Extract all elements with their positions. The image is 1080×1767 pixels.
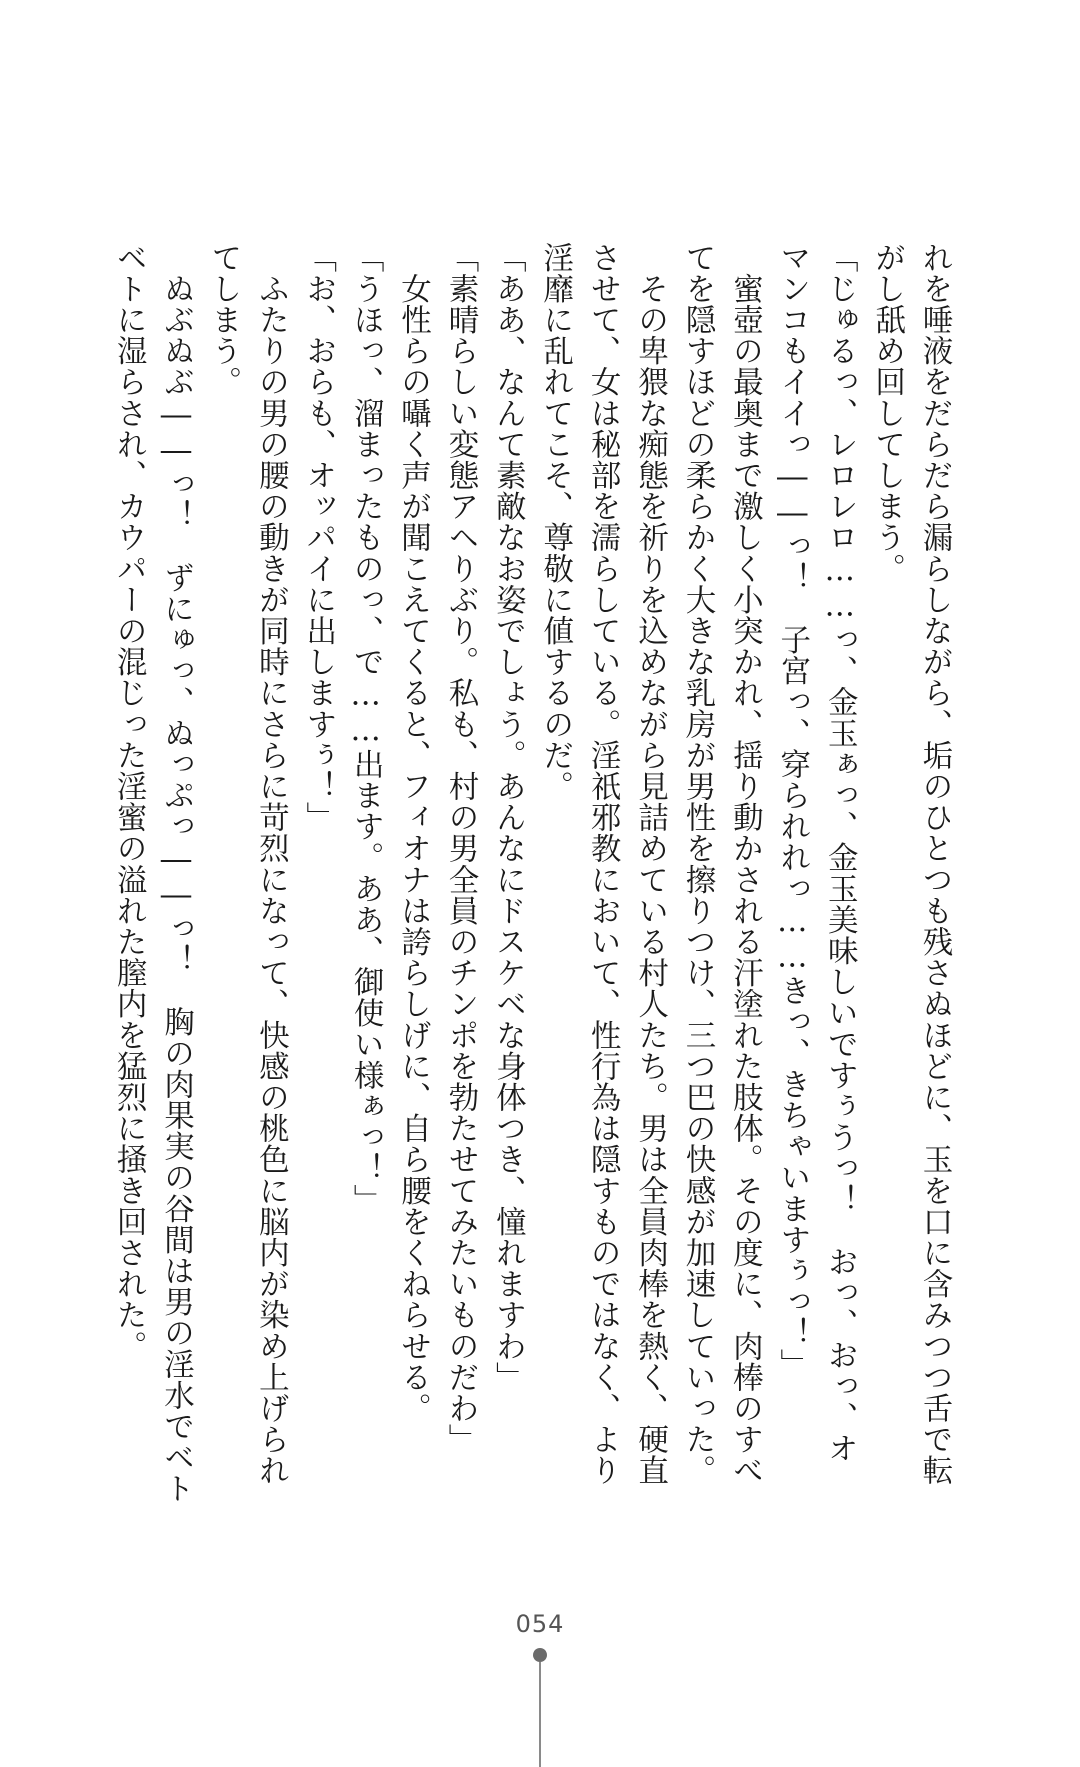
text-line: 「素晴らしい変態アヘりぶり。私も、村の男全員のチンポを勃たせてみたいものだわ」 [442, 242, 478, 1455]
page-number: 054 [515, 1610, 565, 1638]
text-line: 「お、おらも、オッパイに出しますぅ！」 [300, 242, 336, 833]
text-line: 「ああ、なんて素敵なお姿でしょう。あんなにドスケベな身体つき、憧れますわ」 [490, 242, 526, 1393]
folio-rule [539, 1662, 541, 1767]
text-line: させて、女は秘部を濡らしている。淫祇邪教において、性行為は隠すものではなく、より [585, 242, 621, 1486]
text-line: がし舐め回してしまう。 [869, 242, 905, 585]
body-text [105, 242, 958, 1504]
text-line: 淫靡に乱れてこそ、尊敬に値するのだ。 [537, 242, 573, 802]
text-line: ふたりの男の腰の動きが同時にさらに苛烈になって、快感の桃色に脳内が染め上げられ [253, 242, 289, 1486]
text-line: 蜜壺の最奥まで激しく小突かれ、揺り動かされる汗塗れた肢体。その度に、肉棒のすべ [727, 242, 763, 1486]
text-line: れを唾液をだらだら漏らしながら、垢のひとつも残さぬほどに、玉を口に含みつつ舌で転 [917, 242, 952, 1486]
text-line: マンコもイイっ――っ！ 子宮っ、穿られれっ……きっ、きちゃいますぅっ！」 [774, 242, 810, 1380]
text-line: ベトに湿らされ、カウパーの混じった淫蜜の溢れた膣内を猛烈に掻き回された。 [111, 242, 147, 1362]
folio-dot-icon [533, 1648, 547, 1662]
text-line: その卑猥な痴態を祈りを込めながら見詰めている村人たち。男は全員肉棒を熱く、硬直 [632, 242, 668, 1486]
text-line: てしまう。 [205, 242, 241, 398]
text-line: 女性らの囁く声が聞こえてくると、フィオナは誇らしげに、自ら腰をくねらせる。 [395, 242, 431, 1424]
text-line: てを隠すほどの柔らかく大きな乳房が男性を擦りつけ、三つ巴の快感が加速していった。 [679, 242, 715, 1486]
text-line: 「うほっ、溜まったものっ、で……出ます。ああ、御使い様ぁっ！」 [348, 242, 384, 1216]
text-line: 「じゅるっ、レロレロ……っ、金玉ぁっ、金玉美味しいですぅうっ！ おっ、おっ、オ [822, 242, 858, 1464]
text-line: ぬぶぬぶ――っ！ ずにゅっ、ぬっぷっ――っ！ 胸の肉果実の谷間は男の淫水でベト [158, 242, 194, 1504]
